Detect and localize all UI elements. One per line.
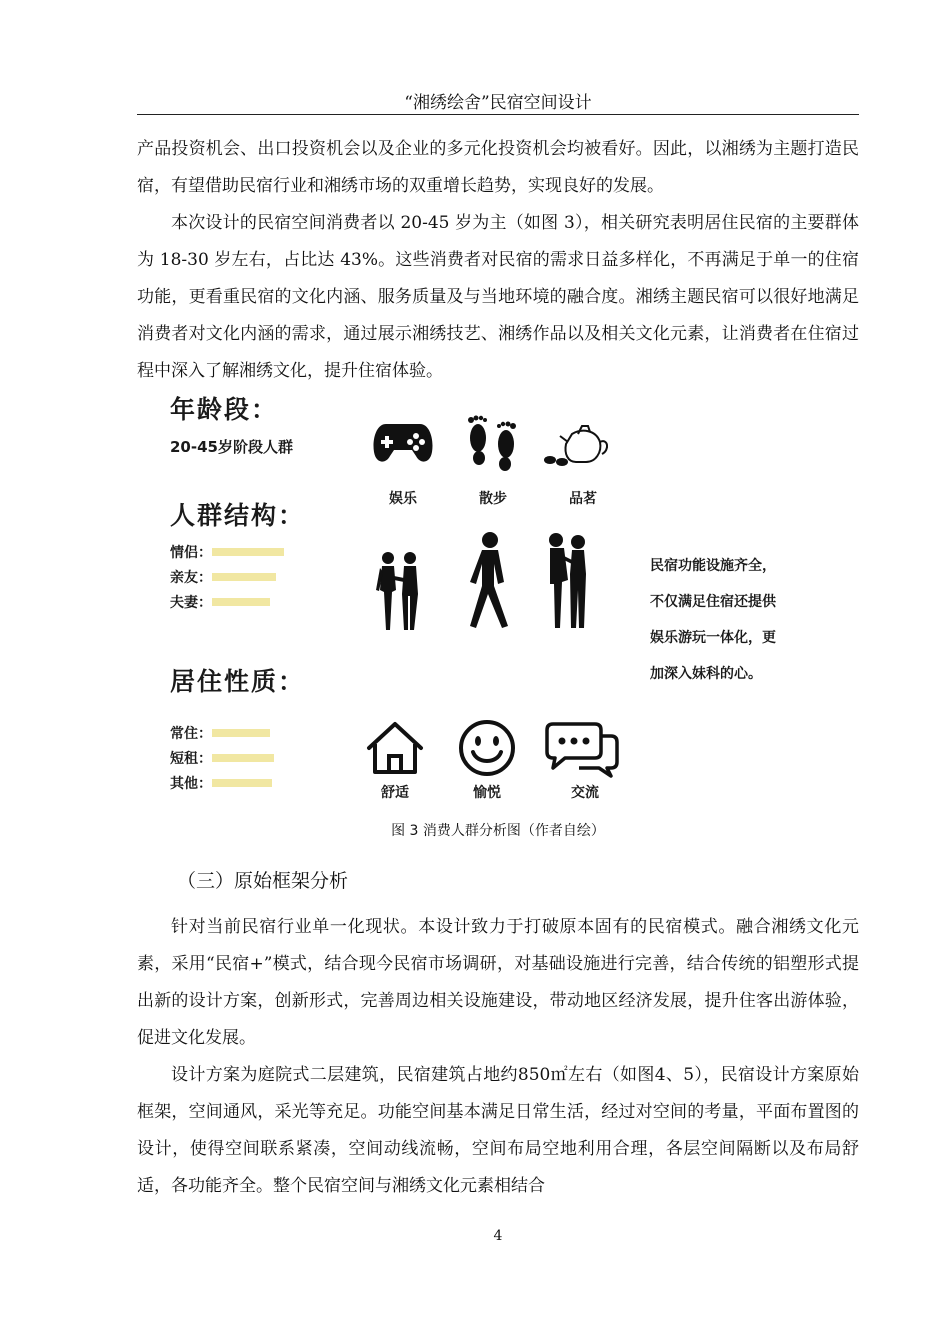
running-header: “湘绣绘舍”民宿空间设计 — [404, 93, 592, 113]
figure-note-line: 娱乐游玩一体化，更 — [650, 630, 776, 646]
gamepad-icon — [372, 418, 434, 468]
chat-bubbles-icon — [545, 720, 619, 778]
residence-label-permanent: 常住： — [170, 726, 212, 742]
paragraph-consumers: 本次设计的民宿空间消费者以 20-45 岁为主（如图 3），相关研究表明居住民宿的主要群体为 18-30 岁左右，占比达 43%。这些消费者对民宿的需求日益多样化，不再满足于单一的住宿功能，更看重民宿的文化内涵、服务质量及与当地环境的融合度。湘绣主题民宿可以很好地满足消费者对文化内涵的需求，通过展示湘绣技艺、湘绣作品以及相关文化元素，让消费者在住宿过程中深入了解湘绣文化，提升住宿体验。 — [137, 213, 859, 381]
figure-caption: 图 3 消费人群分析图（作者自绘） — [391, 823, 605, 839]
feeling-label-comfort: 舒适 — [381, 785, 409, 801]
structure-label-couple: 情侣： — [170, 545, 212, 561]
feeling-label-joy: 愉悦 — [473, 785, 501, 801]
structure-label-spouses: 夫妻： — [170, 595, 212, 611]
figure-note — [650, 548, 776, 692]
structure-bar-friends — [212, 573, 276, 581]
age-heading: 年龄段： — [170, 395, 279, 424]
activity-label-entertainment: 娱乐 — [389, 491, 417, 507]
consumer-analysis-figure — [150, 390, 870, 810]
paragraph-intro-continued: 产品投资机会、出口投资机会以及企业的多元化投资机会均被看好。因此，以湘绣为主题打造民宿，有望借助民宿行业和湘绣市场的双重增长趋势，实现良好的发展。 — [137, 139, 859, 196]
footprints-icon — [462, 412, 524, 474]
paragraph-design-scheme: 设计方案为庭院式二层建筑，民宿建筑占地约850㎡左右（如图4、5），民宿设计方案原始框架，空间通风，采光等充足。功能空间基本满足日常生活，经过对空间的考量，平面布置图的设计，使得空间联系紧凑，空间动线流畅，空间布局空地利用合理，各层空间隔断以及布局舒适，各功能齐全。整个民宿空间与湘绣文化元素相结合 — [137, 1065, 859, 1196]
residence-bar-other — [212, 779, 272, 787]
house-icon — [365, 720, 425, 776]
smiley-icon — [457, 718, 517, 778]
kissing-couple-icon — [544, 530, 594, 630]
residence-bar-short — [212, 754, 274, 762]
walking-man-icon — [460, 530, 520, 630]
header-rule — [137, 114, 859, 115]
structure-bar-spouses — [212, 598, 270, 606]
residence-label-other: 其他： — [170, 776, 212, 792]
activity-label-tea: 品茗 — [569, 491, 597, 507]
figure-note-line: 加深入妹科的心。 — [650, 666, 762, 682]
figure-note-line: 民宿功能设施齐全， — [650, 558, 776, 574]
feeling-label-communication: 交流 — [571, 785, 599, 801]
page-number: 4 — [493, 1228, 503, 1244]
section-title: （三）原始框架分析 — [177, 870, 349, 892]
figure-note-line: 不仅满足住宿还提供 — [650, 594, 776, 610]
residence-label-short: 短租： — [170, 751, 212, 767]
age-text: 20-45岁阶段人群 — [170, 438, 293, 456]
residence-bar-permanent — [212, 729, 270, 737]
residence-heading: 居住性质： — [170, 667, 306, 696]
structure-heading: 人群结构： — [170, 501, 306, 530]
activity-label-walk: 散步 — [479, 491, 507, 507]
teapot-icon — [542, 420, 614, 470]
structure-bar-couple — [212, 548, 284, 556]
structure-label-friends: 亲友： — [170, 570, 212, 586]
couple-icon — [372, 550, 428, 632]
paragraph-framework: 针对当前民宿行业单一化现状。本设计致力于打破原本固有的民宿模式。融合湘绣文化元素，采用“民宿+”模式，结合现今民宿市场调研，对基础设施进行完善，结合传统的铝塑形式提出新的设计方案，创新形式，完善周边相关设施建设，带动地区经济发展，提升住客出游体验，促进文化发展。 — [137, 917, 859, 1048]
